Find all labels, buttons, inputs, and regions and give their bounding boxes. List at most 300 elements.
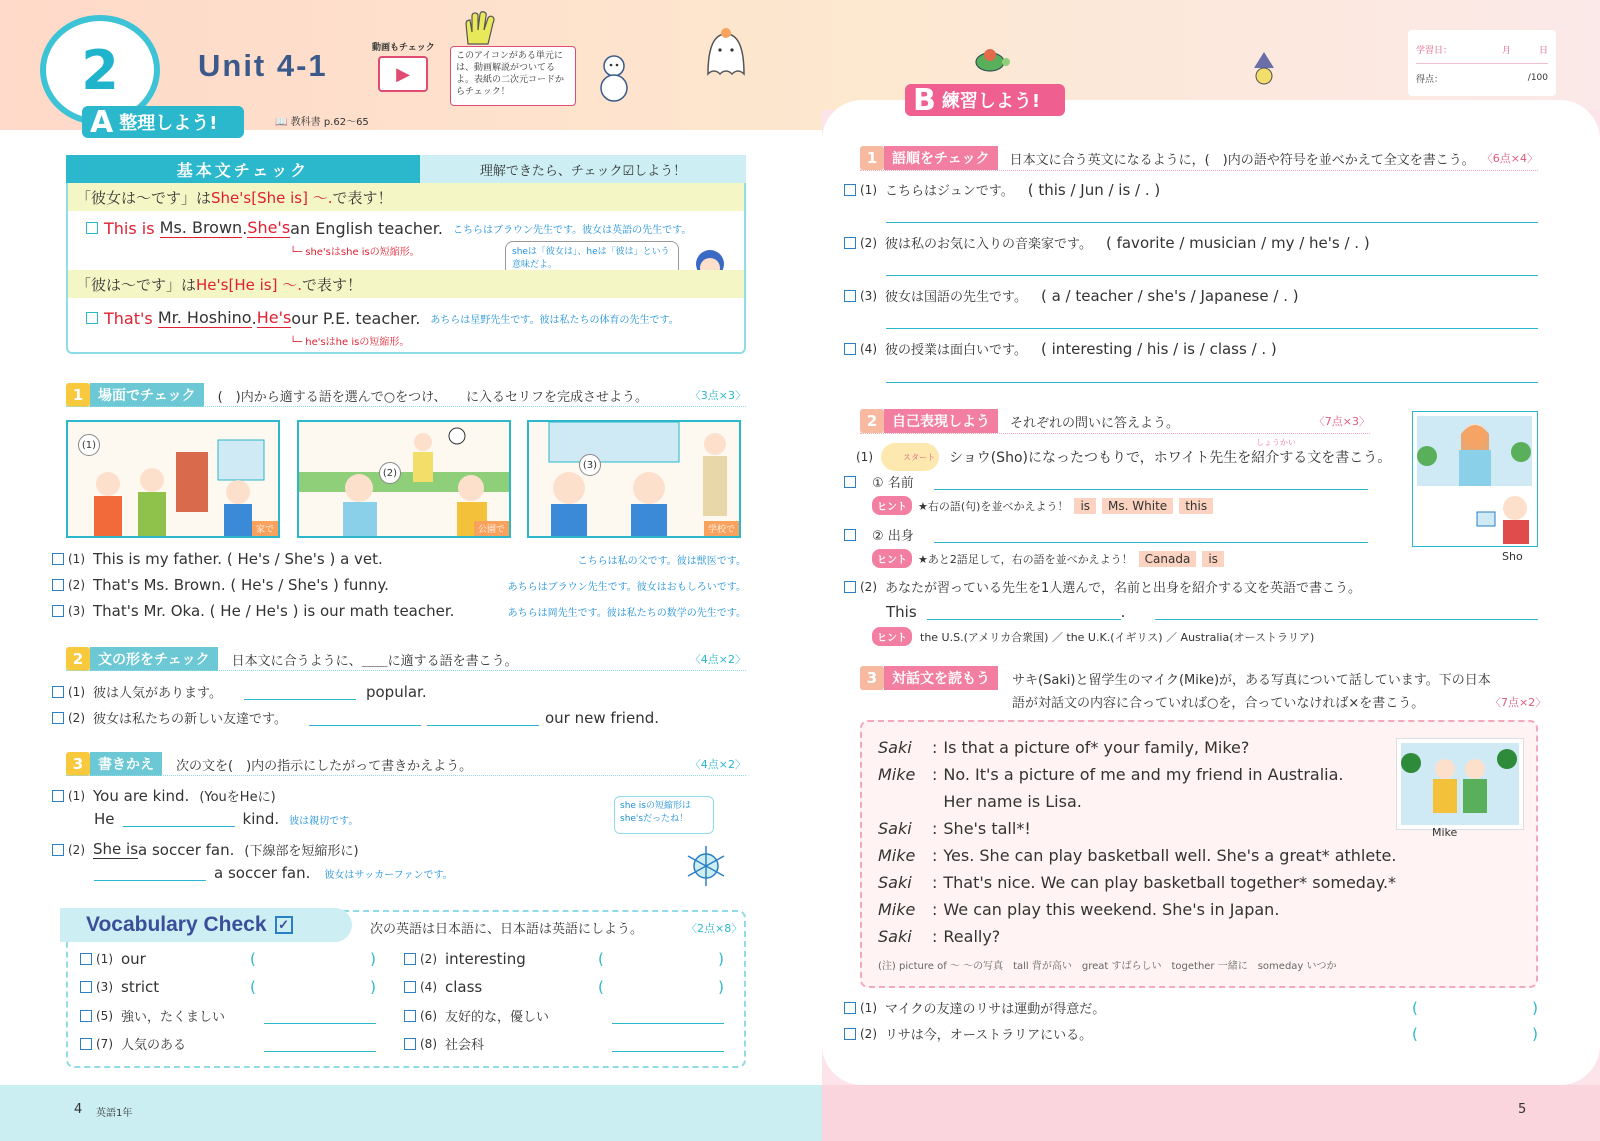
month-label: 月 — [1501, 46, 1511, 56]
b2-q2-blank-2[interactable] — [1155, 604, 1538, 620]
dialog-notes: (注) picture of 〜 〜の写真 tall 背が高い great すばらしい together 一緒に someday いつか — [878, 961, 1337, 972]
ex1-translation: こちらはブラウン先生です。彼女は英語の先生です。 — [452, 224, 692, 236]
speaker: Mike — [878, 846, 916, 865]
vocab-7-checkbox[interactable] — [80, 1038, 92, 1050]
a3-q1-checkbox[interactable] — [52, 790, 64, 802]
a2-q2-japanese: 彼女は私たちの新しい友達です。 — [93, 712, 287, 727]
vocab-6-checkbox[interactable] — [404, 1010, 416, 1022]
ex2-hes: He's — [256, 308, 292, 327]
b2-q1-number: (1) — [856, 450, 873, 464]
example-she — [86, 218, 691, 238]
paren-close: ) — [1532, 1024, 1538, 1043]
rule-he-c: で表す！ — [301, 275, 362, 294]
b1-q3 — [844, 286, 1299, 305]
play-video-icon[interactable]: ▶ — [378, 56, 428, 92]
a3-hint-bubble: she isの短縮形はshe'sだったね！ — [614, 796, 714, 834]
b1-q1-answer-line[interactable] — [886, 222, 1538, 223]
a3-instruction: 次の文を( )内の指示にしたがって書きかえよう。 — [176, 758, 473, 774]
b3-q2-answer[interactable] — [1412, 1025, 1538, 1043]
rule-he-b: He's[He is] 〜. — [196, 275, 302, 294]
section-a-title: 整理しよう! — [119, 113, 218, 134]
b1-q2-japanese: 彼は私のお気に入りの音楽家です。 — [885, 237, 1092, 252]
textbook-reference — [275, 113, 369, 128]
b3-instruction-1: サキ(Saki)と留学生のマイク(Mike)が，ある写真について話しています。下の日本 — [1012, 673, 1491, 688]
b2-q1-text: ショウ(Sho)になったつもりで，ホワイト先生を紹介する文を書こう。 — [949, 450, 1392, 466]
vocab-8-word: 社会科 — [445, 1038, 485, 1053]
example-he-checkbox[interactable] — [86, 312, 98, 324]
vocab-6-word: 友好的な，優しい — [445, 1010, 550, 1025]
vocab-item-5 — [80, 1006, 376, 1025]
section-b-letter: B — [913, 82, 936, 118]
vocab-item-3 — [80, 978, 376, 996]
left-page-subject: 英語1年 — [96, 1108, 133, 1119]
scene-home-label: 家で — [252, 521, 278, 536]
b2-points: 〈7点×3〉 — [1313, 415, 1370, 428]
vocab-4-number: (4) — [420, 980, 437, 994]
b2-number: 2 — [860, 409, 884, 433]
a3-q2-tail: a soccer fan. — [214, 864, 311, 882]
paren-open: ( — [250, 978, 256, 996]
dialog-line-7: Mike : We can play this weekend. She's in Japan. — [878, 900, 1280, 919]
a1-points: 〈3点×3〉 — [689, 389, 746, 402]
b2-hint-1 — [872, 496, 1213, 515]
hint-1-word-this: this — [1179, 498, 1213, 514]
video-note: このアイコンがある単元には、動画解説がついてるよ。表紙の二次元コードからチェック！ — [450, 46, 576, 106]
vocab-5-number: (5) — [96, 1008, 113, 1023]
a3-title: 書きかえ — [90, 752, 162, 776]
ex1-period: . — [242, 218, 248, 238]
teacher-and-sho-illustration — [1413, 412, 1536, 545]
b1-q3-checkbox[interactable] — [844, 290, 856, 302]
b2-hint-3 — [872, 627, 1314, 646]
vocab-4-answer[interactable] — [598, 978, 724, 996]
a1-q1 — [52, 550, 746, 568]
a1-number: 1 — [66, 383, 90, 407]
vocab-5-blank[interactable] — [264, 1008, 376, 1024]
scene-home-illustration — [68, 422, 280, 538]
b1-q4-words: ( interesting / his / is / class / . ) — [1040, 339, 1277, 358]
example-she-checkbox[interactable] — [86, 222, 98, 234]
a1-q3-english[interactable]: That's Mr. Oka. ( He / He's ) is our math teacher. — [93, 602, 455, 620]
a3-q2 — [52, 840, 359, 859]
b3-title: 対話文を読もう — [884, 666, 998, 690]
a1-q1-checkbox[interactable] — [52, 553, 64, 565]
a1-q1-english[interactable]: This is my father. ( He's / She's ) a vet. — [93, 550, 383, 568]
b3-q2-number: (2) — [860, 1026, 877, 1041]
paren-open: ( — [598, 950, 604, 968]
b2-q2-checkbox[interactable] — [844, 581, 856, 593]
a2-q2-blank-2[interactable] — [427, 710, 539, 726]
b2-q2-start: This — [886, 603, 917, 621]
speaker: Saki — [878, 819, 912, 838]
crow-icon — [1250, 50, 1278, 92]
line-text: She's tall*! — [943, 819, 1031, 838]
a3-q1-instruction: (YouをHeに) — [199, 790, 276, 805]
right-page-number: 5 — [1518, 1102, 1527, 1117]
ex1-rest: an English teacher. — [290, 218, 443, 238]
ruby-text: しょうかい — [1256, 438, 1296, 447]
vocab-8-number: (8) — [420, 1036, 437, 1051]
b3-instruction-2: 語が対話文の内容に合っていれば○を，合っていなければ×を書こう。 — [1012, 696, 1425, 711]
a3-q2-underlined: She is — [93, 840, 139, 858]
b1-q2-checkbox[interactable] — [844, 237, 856, 249]
dialog-line-4: Saki : She's tall*! — [878, 819, 1031, 838]
a2-title: 文の形をチェック — [90, 647, 218, 671]
b2-name-blank[interactable] — [934, 474, 1368, 490]
textbook-ref-text: 教科書 p.62〜65 — [290, 117, 369, 128]
score-label: 得点： — [1416, 74, 1444, 85]
vocab-item-2 — [404, 950, 724, 968]
scene-2-number: (2) — [379, 462, 401, 484]
turtle-icon — [968, 42, 1012, 74]
hint-2-word-canada: Canada — [1139, 551, 1197, 567]
ex2-period: . — [251, 308, 257, 328]
vocabulary-check-icon: ✓ — [275, 916, 293, 934]
vocab-2-number: (2) — [420, 952, 437, 966]
paren-close: ) — [370, 978, 376, 996]
b1-q4-answer-line[interactable] — [886, 382, 1538, 383]
b3-q1-number: (1) — [860, 1000, 877, 1015]
right-footer-band — [822, 1085, 1600, 1141]
b1-q3-answer-line[interactable] — [886, 328, 1538, 329]
line-text: Her name is Lisa. — [943, 792, 1082, 811]
paren-close: ) — [1532, 998, 1538, 1017]
speaker: Saki — [878, 738, 912, 757]
a2-number: 2 — [66, 647, 90, 671]
unit-title: Unit 4-1 — [198, 48, 328, 83]
ex1-name: Ms. Brown — [159, 218, 243, 237]
a1-q2-translation: あちらはブラウン先生です。彼女はおもしろいです。 — [507, 581, 746, 593]
a3-q1-answer — [94, 810, 358, 828]
vocab-1-number: (1) — [96, 952, 113, 966]
vocab-3-word: strict — [121, 978, 160, 996]
snowman-icon — [598, 52, 630, 102]
b1-instruction: 日本文に合う英文になるように，( )内の語や符号を並べかえて全文を書こう。 — [1009, 152, 1475, 168]
b3-q1 — [844, 998, 1538, 1017]
rule-he — [68, 270, 744, 298]
vocab-item-7 — [80, 1034, 376, 1053]
b1-q1-words: ( this / Jun / is / . ) — [1027, 180, 1161, 199]
vocab-7-word: 人気のある — [121, 1038, 187, 1053]
a2-points: 〈4点×2〉 — [689, 653, 746, 666]
a3-q2-translation: 彼女はサッカーファンです。 — [324, 869, 453, 881]
b1-q4 — [844, 339, 1277, 358]
a2-instruction: 日本文に合うように、＿＿に適する語を書こう。 — [231, 653, 518, 669]
a2-q2-blank-1[interactable] — [309, 710, 421, 726]
day-label: 日 — [1538, 46, 1548, 56]
line-text: We can play this weekend. She's in Japan. — [943, 900, 1280, 919]
b2-header — [860, 409, 1370, 433]
b1-q4-checkbox[interactable] — [844, 343, 856, 355]
ex2-contraction-note: └─ he'sはhe isの短縮形。 — [290, 337, 410, 348]
a2-q2-tail: our new friend. — [544, 708, 659, 727]
hint-1-word-ms-white: Ms. White — [1102, 498, 1173, 514]
a2-q2-checkbox[interactable] — [52, 712, 64, 724]
book-icon: 📖 — [275, 117, 288, 128]
vocab-1-answer[interactable] — [250, 950, 376, 968]
a1-q2 — [52, 576, 746, 594]
dialog-line-6: Saki : That's nice. We can play basketball together* someday.* — [878, 873, 1397, 892]
snowflake-mascot-icon — [686, 844, 726, 888]
vocab-5-checkbox[interactable] — [80, 1010, 92, 1022]
vocabulary-title — [60, 908, 352, 942]
ex2-contraction-text: he'sはhe isの短縮形。 — [305, 337, 410, 348]
vocab-3-checkbox[interactable] — [80, 981, 92, 993]
mike-label: Mike — [1432, 826, 1458, 839]
a1-divider — [66, 406, 746, 407]
b1-q4-japanese: 彼の授業は面白いです。 — [885, 343, 1027, 358]
dialog-line-8: Saki : Really? — [878, 927, 1001, 946]
date-label: 学習日： — [1416, 46, 1453, 56]
ghost-mascot-icon — [704, 26, 748, 78]
photo-illustration — [1396, 738, 1524, 830]
vocab-2-checkbox[interactable] — [404, 953, 416, 965]
b1-q3-words: ( a / teacher / she's / Japanese / . ) — [1040, 286, 1299, 305]
ex2-name: Mr. Hoshino — [157, 308, 252, 327]
a3-q2-checkbox[interactable] — [52, 844, 64, 856]
rule-she-b: She's[She is] 〜. — [211, 188, 333, 207]
b2-origin-checkbox[interactable] — [844, 529, 856, 541]
b1-points: 〈6点×4〉 — [1481, 152, 1538, 165]
glove-icon — [460, 10, 498, 48]
vocab-2-answer[interactable] — [598, 950, 724, 968]
scene-school-label: 学校で — [704, 521, 739, 536]
b2-origin-label: ② 出身 — [872, 529, 914, 544]
sho-illustration — [1412, 411, 1538, 547]
vocabulary-title-text: Vocabulary Check — [86, 913, 267, 936]
a3-q1-blank[interactable] — [123, 811, 235, 827]
vocab-item-8 — [404, 1034, 724, 1053]
a2-q2 — [52, 708, 659, 727]
paren-close: ) — [370, 950, 376, 968]
example-he — [86, 308, 679, 328]
hint-2-word-is: is — [1202, 551, 1224, 567]
a1-title: 場面でチェック — [90, 383, 204, 407]
dialog-line-1: Saki : Is that a picture of* your family, Mike? — [878, 738, 1250, 757]
b1-q3-japanese: 彼女は国語の先生です。 — [885, 290, 1027, 305]
line-text: Really? — [943, 927, 1001, 946]
vocab-item-1 — [80, 950, 376, 968]
b2-q1-name — [844, 472, 1368, 491]
vocab-1-word: our — [121, 950, 146, 968]
line-text: No. It's a picture of me and my friend in Australia. — [943, 765, 1344, 784]
a2-q1-blank[interactable] — [244, 684, 356, 700]
ex2-thats: That's — [104, 308, 153, 328]
vocab-6-blank[interactable] — [612, 1008, 724, 1024]
line-text: Is that a picture of* your family, Mike? — [943, 738, 1250, 757]
scene-3-number: (3) — [579, 454, 601, 476]
b1-header — [860, 146, 1538, 170]
vocab-4-word: class — [445, 978, 483, 996]
b2-q1 — [856, 443, 1391, 471]
hint-3-text: the U.S.(アメリカ合衆国) ／ the U.K.(イギリス) ／ Australia(オーストラリア) — [920, 630, 1315, 644]
a1-q3-number: (3) — [68, 604, 85, 618]
b1-q4-number: (4) — [860, 341, 877, 356]
vocab-item-6 — [404, 1006, 724, 1025]
ex1-contraction-note: └─ she'sはshe isの短縮形。 — [290, 247, 420, 258]
b2-instruction: それぞれの問いに答えよう。 — [1010, 415, 1180, 431]
b1-q1-checkbox[interactable] — [844, 184, 856, 196]
hint-1-word-is: is — [1074, 498, 1096, 514]
rule-she-a: 「彼女は〜です」は — [76, 188, 212, 207]
b1-q2 — [844, 233, 1370, 252]
paren-open: ( — [250, 950, 256, 968]
a1-q1-translation: こちらは私の父です。彼は獣医です。 — [577, 555, 746, 567]
paren-open: ( — [1412, 1024, 1418, 1043]
b2-name-label: ① 名前 — [872, 476, 914, 491]
a3-q1-english: You are kind. — [93, 786, 190, 805]
vocabulary-points: 〈2点×8〉 — [686, 922, 743, 935]
b2-origin-blank[interactable] — [934, 527, 1368, 543]
b2-divider — [860, 433, 1370, 434]
a3-divider — [66, 775, 746, 776]
b2-q1-origin — [844, 525, 1368, 544]
paren-close: ) — [718, 978, 724, 996]
start-text: スタート — [903, 452, 935, 462]
b1-q2-number: (2) — [860, 235, 877, 250]
vocab-5-word: 強い，たくましい — [121, 1010, 226, 1025]
b2-name-checkbox[interactable] — [844, 476, 856, 488]
a3-q1-number: (1) — [68, 788, 85, 803]
a3-q2-blank[interactable] — [94, 865, 206, 881]
ex2-rest: our P.E. teacher. — [291, 308, 421, 328]
ex1-contraction-text: she'sはshe isの短縮形。 — [305, 247, 420, 258]
a1-header — [66, 383, 746, 407]
vocab-3-answer[interactable] — [250, 978, 376, 996]
b1-q1-japanese: こちらはジュンです。 — [885, 184, 1014, 199]
line-text: That's nice. We can play basketball together* someday.* — [943, 873, 1397, 892]
a3-q2-number: (2) — [68, 842, 85, 857]
a2-q2-number: (2) — [68, 710, 85, 725]
section-b-title: 練習しよう! — [941, 91, 1041, 112]
unit-number: 2 — [40, 15, 160, 125]
section-a-letter: A — [90, 104, 114, 140]
b3-header — [860, 666, 998, 690]
hint-badge-2: ヒント — [872, 549, 912, 568]
hint-2-text: ★あと2語足して，右の語を並べかえよう！ — [918, 552, 1133, 566]
b2-q2-text: あなたが習っている先生を1人選んで，名前と出身を紹介する文を英語で書こう。 — [885, 581, 1362, 596]
a3-q2-instruction: (下線部を短縮形に) — [244, 844, 359, 859]
a3-points: 〈4点×2〉 — [689, 758, 746, 771]
score-total: /100 — [1527, 73, 1548, 83]
left-page-number: 4 — [74, 1102, 83, 1117]
rule-she — [68, 183, 744, 211]
vocab-8-blank[interactable] — [612, 1036, 724, 1052]
a1-q1-number: (1) — [68, 552, 85, 566]
vocab-1-checkbox[interactable] — [80, 953, 92, 965]
vocab-7-blank[interactable] — [264, 1036, 376, 1052]
speaker: Saki — [878, 873, 912, 892]
a3-q1-translation: 彼は親切です。 — [289, 815, 359, 827]
a3-q1-tail: kind. — [242, 810, 280, 828]
a2-q1-tail: popular. — [365, 682, 427, 701]
a2-header — [66, 647, 746, 671]
speaker — [878, 792, 932, 811]
a2-q1-checkbox[interactable] — [52, 686, 64, 698]
rule-she-c: で表す！ — [332, 188, 393, 207]
rule-he-a: 「彼は〜です」は — [76, 275, 197, 294]
dialog-line-2: Mike : No. It's a picture of me and my friend in Australia. — [878, 765, 1344, 784]
b2-q2-number: (2) — [860, 579, 877, 594]
b2-hint-2 — [872, 549, 1224, 568]
line-text: Yes. She can play basketball well. She's a great* athlete. — [943, 846, 1397, 865]
video-label: 動画もチェック — [372, 43, 435, 53]
a1-q3 — [52, 602, 746, 620]
b1-q3-number: (3) — [860, 288, 877, 303]
vocab-4-checkbox[interactable] — [404, 981, 416, 993]
a2-q1-number: (1) — [68, 684, 85, 699]
hint-badge-3: ヒント — [872, 627, 912, 646]
vocab-2-word: interesting — [445, 950, 526, 968]
b2-q2-answer — [886, 603, 1538, 621]
b3-q1-checkbox[interactable] — [844, 1002, 856, 1014]
b1-title: 語順をチェック — [884, 146, 998, 170]
b2-title: 自己表現しよう — [884, 409, 998, 433]
vocab-3-number: (3) — [96, 980, 113, 994]
a2-divider — [66, 670, 746, 671]
speaker: Saki — [878, 927, 912, 946]
a1-instruction: ( )内から適する語を選んで○をつけ、 に入るセリフを完成させよう。 — [217, 389, 649, 405]
a2-q1 — [52, 682, 427, 701]
b3-q2-checkbox[interactable] — [844, 1028, 856, 1040]
a1-q3-translation: あちらは岡先生です。彼は私たちの数学の先生です。 — [507, 607, 746, 619]
a3-q2-answer — [94, 864, 453, 882]
scene-park — [297, 420, 511, 538]
scene-park-label: 公園で — [474, 521, 509, 536]
a1-q2-english[interactable]: That's Ms. Brown. ( He's / She's ) funny. — [93, 576, 389, 594]
dialog-line-5: Mike : Yes. She can play basketball well. She's a great* athlete. — [878, 846, 1397, 865]
b3-points: 〈7点×2〉 — [1490, 696, 1547, 709]
speaker: Mike — [878, 900, 916, 919]
b3-number: 3 — [860, 666, 884, 690]
b1-number: 1 — [860, 146, 884, 170]
a1-q2-number: (2) — [68, 578, 85, 592]
basic-sentence-title: 基本文チェック — [66, 155, 420, 183]
b1-q2-words: ( favorite / musician / my / he's / . ) — [1105, 233, 1370, 252]
photo-of-friends — [1397, 739, 1523, 829]
dialog-line-3 — [878, 792, 1082, 811]
b3-q1-text: マイクの友達のリサは運動が得意だ。 — [885, 1002, 1106, 1017]
b1-q2-answer-line[interactable] — [886, 275, 1538, 276]
a2-q1-japanese: 彼は人気があります。 — [93, 686, 222, 701]
b2-q2 — [844, 577, 1361, 596]
a3-number: 3 — [66, 752, 90, 776]
vocabulary-instruction: 次の英語は日本語に、日本語は英語にしよう。 — [370, 922, 644, 937]
start-badge — [881, 443, 939, 471]
ex1-shes: She's — [247, 218, 291, 237]
scene-home — [66, 420, 280, 538]
sho-label: Sho — [1502, 550, 1523, 563]
a1-q3-checkbox[interactable] — [52, 605, 64, 617]
section-b-tag — [905, 84, 1065, 116]
b3-q2 — [844, 1024, 1538, 1043]
b1-q1 — [844, 180, 1160, 199]
vocab-item-4 — [404, 978, 724, 996]
vocab-6-number: (6) — [420, 1008, 437, 1023]
date-score-box — [1408, 30, 1556, 96]
ex1-this-is: This is — [104, 218, 155, 238]
a1-q2-checkbox[interactable] — [52, 579, 64, 591]
b3-q1-answer[interactable] — [1412, 999, 1538, 1017]
b1-q1-number: (1) — [860, 182, 877, 197]
section-a-tag — [82, 106, 244, 138]
vocab-8-checkbox[interactable] — [404, 1038, 416, 1050]
a3-q2-english: a soccer fan. — [138, 840, 235, 859]
vocab-7-number: (7) — [96, 1036, 113, 1051]
a3-q1 — [52, 786, 276, 805]
a3-header — [66, 752, 746, 776]
b2-q2-blank-1[interactable] — [927, 604, 1121, 620]
